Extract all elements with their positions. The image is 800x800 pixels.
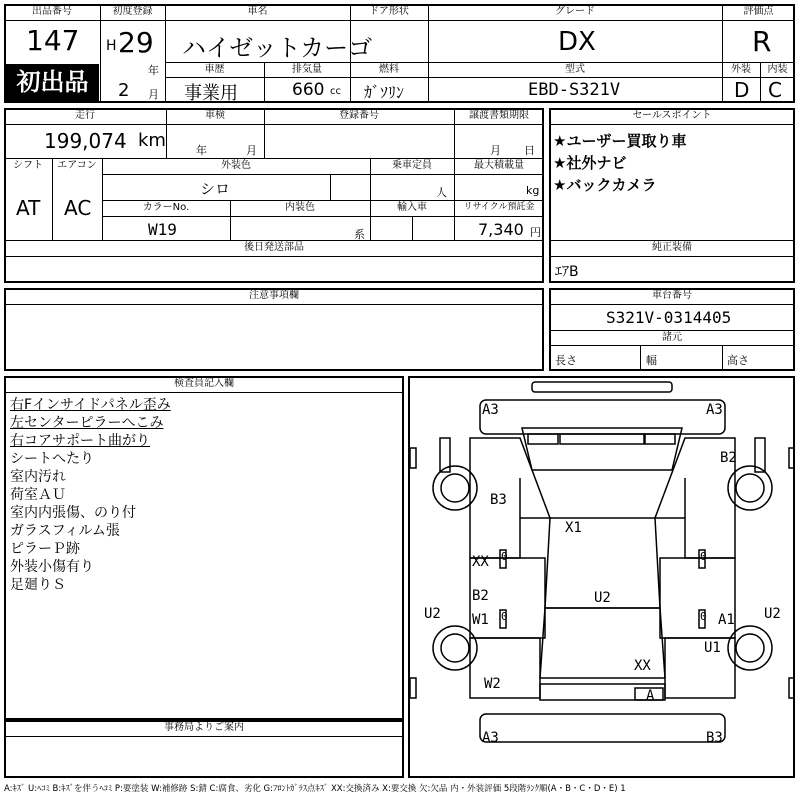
score-label: 評価点 bbox=[743, 6, 774, 17]
fuel-label: 燃料 bbox=[379, 64, 399, 75]
lot-number: 147 bbox=[26, 24, 80, 57]
color: シロ bbox=[200, 180, 231, 198]
grade: DX bbox=[558, 27, 596, 57]
displacement: 660 bbox=[292, 80, 325, 100]
reg-month: 2 bbox=[118, 80, 130, 101]
km-unit: km bbox=[138, 130, 166, 151]
displacement-label: 排気量 bbox=[292, 64, 322, 75]
recycle-label: リサイクル預託金 bbox=[463, 202, 535, 212]
caution-label: 注意事項欄 bbox=[249, 290, 299, 301]
genuine-equipment: ｴｱB bbox=[555, 264, 579, 280]
inspection-label: 車検 bbox=[205, 110, 225, 121]
inspector-note-5: 室内汚れ bbox=[10, 469, 66, 485]
damage-w1: W1 bbox=[472, 612, 489, 628]
month-unit: 月 bbox=[148, 88, 159, 101]
damage-a1: A1 bbox=[718, 612, 735, 628]
height-label: 高さ bbox=[727, 354, 749, 367]
damage-left-b3: B3 bbox=[490, 492, 507, 508]
inspector-note-9: ピラーＰ跡 bbox=[10, 541, 80, 557]
color-no: W19 bbox=[148, 220, 177, 239]
era: H bbox=[106, 38, 117, 54]
reg-number-label: 登録番号 bbox=[339, 110, 379, 121]
grade-label: グレード bbox=[555, 6, 595, 17]
damage-xx-left: XX bbox=[472, 554, 489, 570]
damage-zero-4: 0 bbox=[700, 610, 707, 623]
transfer-month-unit: 月 bbox=[490, 144, 501, 157]
damage-rear-right: B3 bbox=[706, 730, 723, 746]
damage-zero-3: 0 bbox=[501, 610, 508, 623]
fuel: ｶﾞｿﾘﾝ bbox=[364, 83, 405, 102]
legend: A:ｷｽﾞ U:ﾍｺﾐ B:ｷｽﾞを伴うﾍｺﾐ P:要塗装 W:補修跡 S:錆 C:腐食、劣化 G:ﾌﾛﾝﾄｶﾞﾗｽ点ｷｽﾞ XX:交換済み X:要交換 欠:欠品 内・外装評価 5段階ﾗﾝｸ順(A・B・C・D・E) 1 bbox=[4, 784, 626, 794]
sales-point-2: ★社外ナビ bbox=[553, 154, 627, 172]
cc-unit: cc bbox=[330, 86, 341, 97]
capacity-label: 乗車定員 bbox=[392, 160, 432, 171]
inspector-note-3: 右コアサポート曲がり bbox=[10, 433, 150, 449]
inspector-note-6: 荷室ＡＵ bbox=[10, 487, 66, 503]
color-label: 外装色 bbox=[221, 160, 251, 171]
damage-u2-right: U2 bbox=[764, 606, 781, 622]
reg-year: 29 bbox=[118, 26, 154, 59]
model-label: 型式 bbox=[565, 64, 585, 75]
color-no-label: カラーNo. bbox=[142, 202, 190, 213]
inspector-note-2: 左センターピラーへこみ bbox=[10, 415, 164, 431]
transfer-day-unit: 日 bbox=[524, 144, 535, 157]
load-label: 最大積載量 bbox=[474, 160, 524, 171]
inspection-month-unit: 月 bbox=[246, 144, 257, 157]
genuine-equipment-label: 純正装備 bbox=[652, 242, 692, 253]
year-unit: 年 bbox=[148, 64, 159, 77]
chassis-label: 車台番号 bbox=[652, 290, 692, 301]
interior-color-label: 内装色 bbox=[285, 202, 315, 213]
mileage-label: 走行 bbox=[75, 110, 95, 121]
inspector-note-11: 足廻りＳ bbox=[10, 577, 66, 593]
ac-label: エアコン bbox=[57, 160, 97, 171]
inspector-note-1: 右Fインサイドパネル歪み bbox=[10, 397, 171, 413]
lot-label: 出品番号 bbox=[32, 6, 72, 17]
ac: AC bbox=[64, 196, 92, 220]
damage-xx-rear: XX bbox=[634, 658, 651, 674]
inspector-label: 検査員記入欄 bbox=[174, 378, 234, 389]
sales-point-3: ★バックカメラ bbox=[553, 176, 657, 194]
shift: AT bbox=[16, 196, 41, 220]
capacity-unit: 人 bbox=[436, 186, 447, 199]
damage-b2-left: B2 bbox=[472, 588, 489, 604]
damage-front-left: A3 bbox=[482, 402, 499, 418]
damage-zero-2: 0 bbox=[700, 550, 707, 563]
damage-rear-left: A3 bbox=[482, 730, 499, 746]
history-label: 車歴 bbox=[204, 64, 225, 75]
door-label: ドア形状 bbox=[369, 6, 409, 17]
damage-w2: W2 bbox=[484, 676, 501, 692]
model: EBD-S321V bbox=[528, 80, 621, 100]
ext-label: 外装 bbox=[731, 64, 751, 75]
history: 事業用 bbox=[184, 83, 238, 104]
damage-right-side: B2 bbox=[720, 450, 737, 466]
inspection-year-unit: 年 bbox=[196, 144, 207, 157]
damage-a-rear: A bbox=[646, 688, 655, 704]
damage-front-right: A3 bbox=[706, 402, 723, 418]
inspector-note-4: シートへたり bbox=[10, 451, 94, 467]
inspector-note-10: 外装小傷有り bbox=[10, 559, 94, 575]
car-name: ハイゼットカーゴ bbox=[182, 34, 373, 62]
width-label: 幅 bbox=[646, 354, 657, 367]
damage-x1: X1 bbox=[565, 520, 582, 536]
inspector-note-7: 室内内張傷、のり付 bbox=[10, 505, 136, 521]
first-listing-badge bbox=[6, 64, 99, 101]
damage-diagram bbox=[408, 376, 795, 778]
first-listing-text: 初出品 bbox=[16, 68, 89, 96]
spec-label: 諸元 bbox=[662, 332, 682, 343]
ext-grade: D bbox=[734, 78, 750, 102]
load-unit: kg bbox=[526, 184, 540, 197]
yen-unit: 円 bbox=[530, 226, 541, 239]
inspector-note-8: ガラスフィルム張 bbox=[10, 523, 120, 539]
length-label: 長さ bbox=[555, 354, 577, 367]
transfer-label: 譲渡書類期限 bbox=[469, 110, 529, 121]
damage-u2-left: U2 bbox=[424, 606, 441, 622]
office-label: 事務局よりご案内 bbox=[164, 722, 244, 733]
car-name-label: 車名 bbox=[247, 6, 268, 17]
score: R bbox=[752, 25, 772, 58]
later-parts-label: 後日発送部品 bbox=[244, 242, 304, 253]
sales-points-label: セールスポイント bbox=[632, 110, 712, 121]
damage-zero-1: 0 bbox=[501, 550, 508, 563]
chassis-number: S321V-0314405 bbox=[606, 308, 732, 327]
mileage: 199,074 bbox=[44, 129, 127, 153]
sales-point-1: ★ユーザー買取り車 bbox=[553, 132, 687, 150]
int-label: 内装 bbox=[767, 64, 788, 75]
shift-label: シフト bbox=[13, 160, 43, 171]
import-label: 輸入車 bbox=[397, 202, 427, 213]
interior-color-unit: 系 bbox=[354, 228, 365, 241]
damage-u2-center: U2 bbox=[594, 590, 611, 606]
car-outline bbox=[410, 378, 795, 778]
recycle: 7,340 bbox=[478, 220, 524, 239]
int-grade: C bbox=[768, 78, 782, 102]
damage-u1: U1 bbox=[704, 640, 721, 656]
first-reg-label: 初度登録 bbox=[112, 6, 153, 17]
